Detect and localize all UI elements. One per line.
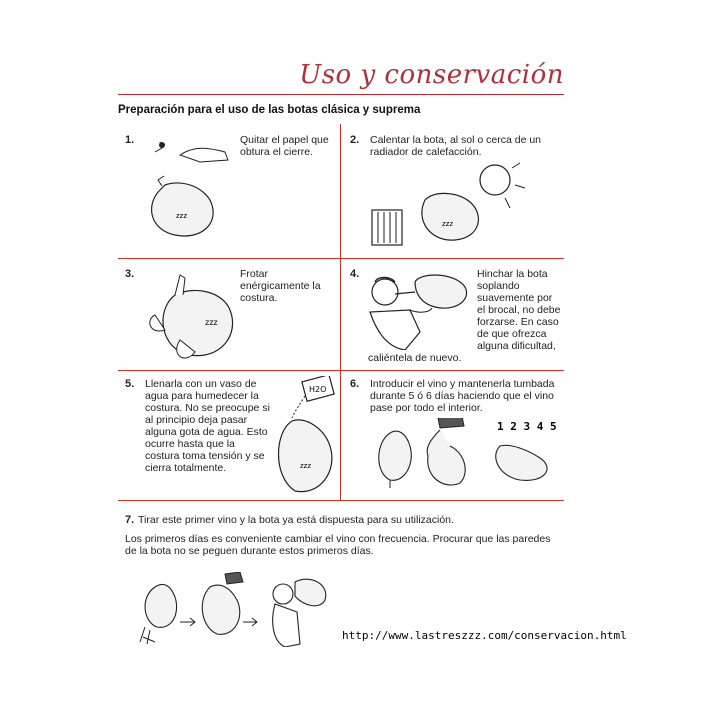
zzz-label: zzz <box>176 212 188 220</box>
step-number: 3. <box>125 268 135 280</box>
person-inflating-bota-illustration <box>360 272 475 350</box>
step-number: 6. <box>350 378 360 390</box>
grid-horizontal-divider-1 <box>118 258 564 259</box>
step-number: 4. <box>350 268 360 280</box>
bota-filling-wine-illustration <box>370 418 560 493</box>
bota-rub-seam-illustration <box>145 270 245 365</box>
step-number: 2. <box>350 134 360 146</box>
step-text: Quitar el papel que obtura el cierre. <box>240 134 329 158</box>
step-number: 5. <box>125 378 135 390</box>
section-subtitle: Preparación para el uso de las botas clásica y suprema <box>118 104 421 116</box>
closing-paragraph: Los primeros días es conveniente cambiar el vino con frecuencia. Procurar que las paredes de la bota no se peguen durante estos primeros días. <box>125 533 551 557</box>
h2o-label: H2O <box>309 385 327 394</box>
source-url: http://www.lastreszzz.com/conservacion.html <box>342 629 627 642</box>
counter-label: 1 2 3 4 5 <box>497 420 557 433</box>
grid-horizontal-divider-3 <box>118 500 564 501</box>
step-text: Calentar la bota, al sol o cerca de un radiador de calefacción. <box>370 134 542 158</box>
step-text: Llenarla con un vaso de agua para humedecer la costura. No se preocupe si al principio deja pasar alguna gota de agua. Esto ocurre hasta que la costura toma tensión y se cierra totalmente. <box>145 378 270 474</box>
grid-vertical-divider <box>340 124 341 500</box>
step-number: 7. <box>125 514 135 526</box>
bota-heating-illustration <box>370 160 530 250</box>
final-steps-illustration <box>135 572 335 647</box>
zzz-label: zzz <box>442 220 454 228</box>
step-text: Hinchar la bota soplando suavemente por el brocal, no debe forzarse. En caso de que ofrezca alguna dificultad, <box>477 268 561 352</box>
step-text: Frotar enérgicamente la costura. <box>240 268 321 304</box>
step-text: Tirar este primer vino y la bota ya está dispuesta para su utilización. <box>138 514 454 526</box>
bota-remove-paper-illustration <box>140 130 250 245</box>
grid-horizontal-divider-2 <box>118 370 564 371</box>
bota-filling-water-illustration <box>270 376 340 496</box>
step-number: 1. <box>125 134 135 146</box>
step-text-continued: caliéntela de nuevo. <box>368 352 462 364</box>
title-rule <box>118 94 564 95</box>
zzz-label: zzz <box>300 462 312 470</box>
page-title: Uso y conservación <box>299 60 564 90</box>
zzz-label: zzz <box>205 318 218 327</box>
step-text: Introducir el vino y mantenerla tumbada durante 5 ó 6 días haciendo que el vino pase por todo el interior. <box>370 378 555 414</box>
